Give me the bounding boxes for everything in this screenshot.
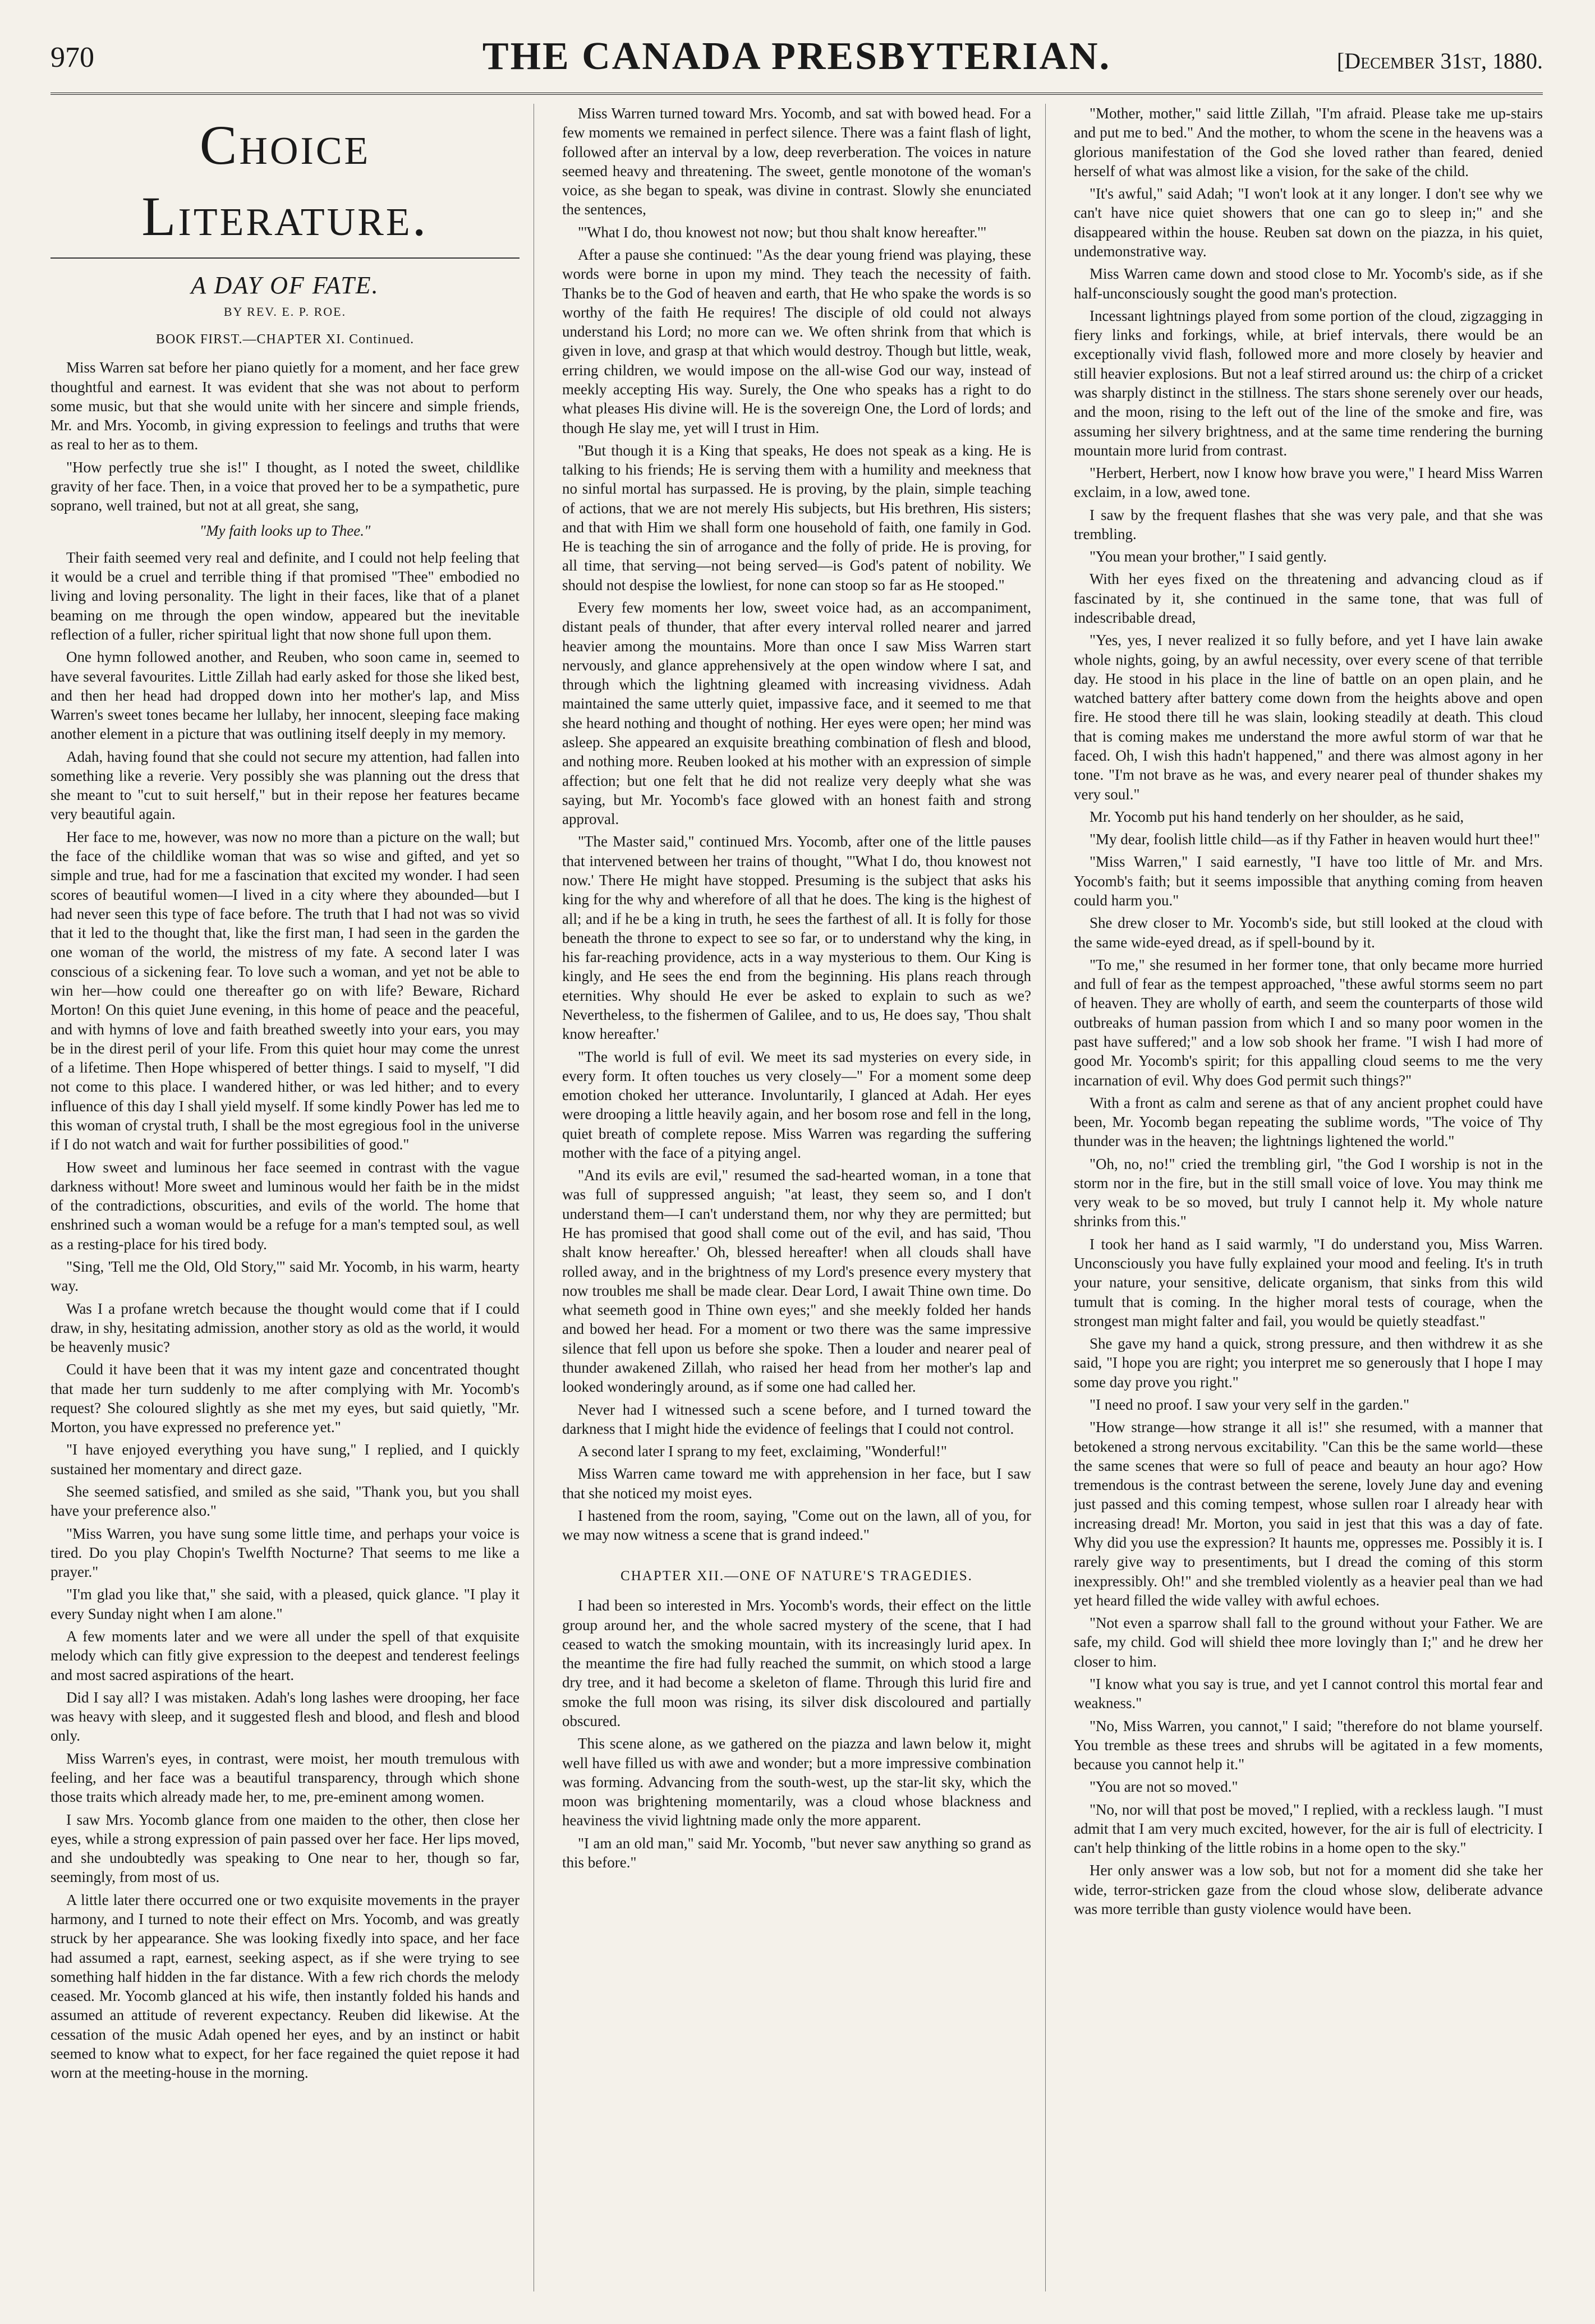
paragraph: Her face to me, however, was now no more than a picture on the wall; but the face of the childlike woman that was so wise and gifted, and yet so simple and true, had for me a fascination that excited my wonder. I had seen scores of beautiful women—I lived in a city where they abounded—but I had never seen this type of face before. The truth that I had not was so vivid that it led to the thought that, like the first man, I had seen in the garden the one woman of the world, the mistress of my fate. A second later I was conscious of a sickening fear. To love such a woman, and yet not be able to win her—how could one thereafter go on with life? Beware, Richard Morton! On this quiet June evening, in this home of peace and the peaceful, and with hymns of love and faith breathed sweetly into your ears, you may be in the direst peril of your life. From this quiet hour may come the unrest of a lifetime. Then Hope whispered of better things. I said to myself, "I did not come to this place. I wandered hither, or was led hither; and to every influence of this day I shall yield myself. If some kindly Power has led me to this woman of crystal truth, I shall be the most egregious fool in the universe if I do not watch and wait for further possibilities of good." <box>50 828 520 1153</box>
paragraph: "Oh, no, no!" cried the trembling girl, "the God I worship is not in the storm nor in the fire, but in the still small voice of love. You may think me very weak to be so moved, but truly I cannot help it. My whole nature shrinks from this." <box>1074 1155 1543 1230</box>
paragraph: "Sing, 'Tell me the Old, Old Story,'" said Mr. Yocomb, in his warm, hearty way. <box>50 1258 520 1295</box>
paragraph: I took her hand as I said warmly, "I do understand you, Miss Warren. Unconsciously you have fully explained your mood and feeling. It's in truth your nature, your sensitive, delicate organism, that sinks from this wild tumult that is coming. In the higher moral tests of courage, when the strongest man might falter and fail, you would be quietly steadfast." <box>1074 1235 1543 1329</box>
paragraph: Miss Warren came down and stood close to Mr. Yocomb's side, as if she half-unconsciously sought the good man's protection. <box>1074 265 1543 302</box>
masthead: THE CANADA PRESBYTERIAN. <box>482 35 1111 78</box>
paragraph: One hymn followed another, and Reuben, who soon came in, seemed to have several favourites. Little Zillah had early asked for those she liked best, and then her head had dropped down into her mother's lap, and Miss Warren's sweet tones became her lullaby, her innocent, sleeping face making another element in a picture that was outlining itself deeply in my memory. <box>50 648 520 743</box>
paragraph: "My dear, foolish little child—as if thy Father in heaven would hurt thee!" <box>1090 831 1541 848</box>
paragraph: With a front as calm and serene as that of any ancient prophet could have been, Mr. Yocomb began repeating the sublime words, "The voice of Thy thunder was in the heaven; the lightnings lightened the world." <box>1074 1094 1543 1150</box>
paragraph: With her eyes fixed on the threatening and advancing cloud as if fascinated by it, she continued in the same tone, that was full of indescribable dread, <box>1074 570 1543 627</box>
paragraph: "It's awful," said Adah; "I won't look at it any longer. I don't see why we can't have nice quiet showers that one can go to sleep in;" and she disappeared within the house. Reuben sat down on the piazza, in his quiet, undemonstrative way. <box>1074 185 1543 260</box>
paragraph: A few moments later and we were all under the spell of that exquisite melody which can fitly give expression to the deepest and tenderest feelings and most sacred aspirations of the heart. <box>50 1628 520 1683</box>
section-title: Choice Literature. <box>50 109 520 259</box>
paragraph: Miss Warren's eyes, in contrast, were moist, her mouth tremulous with feeling, and her face was a beautiful transparency, through which shone those traits which already made her, to me, pre-eminent among women. <box>50 1750 520 1806</box>
paragraph: Miss Warren turned toward Mrs. Yocomb, and sat with bowed head. For a few moments we remained in perfect silence. There was a faint flash of light, followed after an interval by a low, deep reverberation. The voices in nature seemed heavy and threatening. The sweet, gentle monotone of the woman's voice, as she began to speak, was divine in contrast. Slowly she enunciated the sentences, <box>562 105 1031 218</box>
paragraph: "And its evils are evil," resumed the sad-hearted woman, in a tone that was full of suppressed anguish; "at least, they seem so, and I don't understand them—I can't understand them, nor why they are permitted; but He has promised that good shall come out of the evil, and has said, 'Thou shalt know hereafter.' Oh, blessed hereafter! when all clouds shall have rolled away, and in the brightness of my Lord's presence every mystery that now troubles me shall be made clear. Dear Lord, I await Thine own time. Do what seemeth good in Thine own eyes;" and she meekly folded her hands and bowed her head. For a moment or two there was the same impressive silence that fell upon us before she spoke. Then a louder and nearer peal of thunder awakened Zillah, who raised her head from her mother's lap and looked wonderingly around, as if some one had called her. <box>562 1167 1031 1396</box>
paragraph: I saw Mrs. Yocomb glance from one maiden to the other, then close her eyes, while a strong expression of pain passed over her face. Her lips moved, and she undoubtedly was speaking to One near to her, though so far, seemingly, from most of us. <box>50 1811 520 1886</box>
paragraph: "I know what you say is true, and yet I cannot control this mortal fear and weakness." <box>1074 1675 1543 1712</box>
article-columns <box>50 104 1543 2291</box>
column-1 <box>50 104 534 2291</box>
chapter-heading: CHAPTER XII.—ONE OF NATURE'S TRAGEDIES. <box>620 1568 973 1584</box>
paragraph: "The Master said," continued Mrs. Yocomb, after one of the little pauses that intervened between her trains of thought, "'What I do, thou knowest not now.' There He might have stopped. Presuming is the subject that asks his king for the why and wherefore of all that he does. The king is the highest of all; and if he be a king in truth, he sees the farthest of all. It is folly for those beneath the throne to expect to see so far, or to understand why the king, in his far-reaching providence, acts in a way mysterious to them. Our King is kingly, and He sees the end from the beginning. His plans reach through eternities. Why should He ever be asked to explain to such as we? Nevertheless, to the fishermen of Galilee, and to us, He does say, 'Thou shalt know hereafter.' <box>562 833 1031 1043</box>
paragraph: A second later I sprang to my feet, exclaiming, "Wonderful!" <box>578 1443 947 1460</box>
paragraph: Was I a profane wretch because the thought would come that if I could draw, in shy, hesitating admission, another story as old as the world, it would be heavenly music? <box>50 1300 520 1356</box>
paragraph: Miss Warren came toward me with apprehension in her face, but I saw that she noticed my moist eyes. <box>562 1465 1031 1502</box>
paragraph: Adah, having found that she could not secure my attention, had fallen into something like a reverie. Very possibly she was planning out the dress that she meant to "cut to suit herself," but in their repose her features became very beautiful again. <box>50 748 520 823</box>
page-number: 970 <box>50 42 94 73</box>
paragraph: Miss Warren sat before her piano quietly for a moment, and her face grew thoughtful and earnest. It was evident that she was not about to perform some music, but that she would unite with her sincere and simple friends, Mr. and Mrs. Yocomb, in giving expression to feelings and truths that were as real to her as to them. <box>50 359 520 453</box>
paragraph: "No, nor will that post be moved," I replied, with a reckless laugh. "I must admit that I am very much excited, however, for the air is full of electricity. I can't help thinking of the little robins in a home open to the sky." <box>1074 1801 1543 1857</box>
paragraph: "Yes, yes, I never realized it so fully before, and yet I have lain awake whole nights, going, by an awful necessity, over every scene of that terrible day. He stood in his place in the line of battle on an open plain, and he watched battery after battery come down from the heights above and open fire. He stood there till he was slain, looking steadily at death. This cloud that is coming makes me understand the more awful storm of war that he faced. Oh, I wish this hadn't happened," and there was almost agony in her tone. "I'm not brave as he was, and every nearer peal of thunder shakes my very soul." <box>1074 632 1543 803</box>
paragraph: "You are not so moved." <box>1090 1778 1238 1796</box>
paragraph: This scene alone, as we gathered on the piazza and lawn below it, might well have filled us with awe and wonder; but a more impressive combination was forming. Advancing from the south-west, up the star-lit sky, which the moon was brightening momentarily, was a cloud whose blackness and heaviness the vivid lightning made only the more apparent. <box>562 1735 1031 1829</box>
paragraph: "But though it is a King that speaks, He does not speak as a king. He is talking to his friends; He is serving them with a humility and meekness that no sinful mortal has surpassed. He is proving, by the plain, simple teaching of actions, that we are not merely His subjects, but His brethren, His sisters; and that with Him we shall form one household of faith, one family in God. He is teaching the sin of arrogance and the folly of pride. He is proving, for all time, that serving—not being served—is God's patent of nobility. We should not despise the lowliest, for none can stoop so far as He stooped." <box>562 441 1031 593</box>
paragraph: "Herbert, Herbert, now I know how brave you were," I heard Miss Warren exclaim, in a low, awed tone. <box>1074 464 1543 501</box>
paragraph: Mr. Yocomb put his hand tenderly on her shoulder, as he said, <box>1090 808 1464 825</box>
paragraph: "No, Miss Warren, you cannot," I said; "therefore do not blame yourself. You tremble as these trees and shrubs will be agitated in a few moments, because you cannot help it." <box>1074 1717 1543 1773</box>
page-header <box>50 31 1543 95</box>
paragraph: A little later there occurred one or two exquisite movements in the prayer harmony, and I turned to note their effect on Mrs. Yocomb, and was greatly struck by her appearance. She was looking fixedly into space, and her face had assumed a rapt, earnest, seeking aspect, as if she were trying to see something half hidden in the far distance. With a few rich chords the melody ceased. Mr. Yocomb glanced at his wife, then instantly folded his hands and assumed an attitude of reverent expectancy. Reuben did likewise. At the cessation of the music Adah opened her eyes, and by an instinct or habit seemed to know what to expect, for her face regained the quiet repose it had worn at the meeting-house in the morning. <box>50 1891 520 2082</box>
paragraph: "Miss Warren, you have sung some little time, and perhaps your voice is tired. Do you play Chopin's Twelfth Nocturne? That seems to me like a prayer." <box>50 1525 520 1581</box>
paragraph: I had been so interested in Mrs. Yocomb's words, their effect on the little group around her, and the whole sacred mystery of the scene, that I had ceased to watch the smoking mountain, with its increasingly lurid apex. In the meantime the fire had fully reached the summit, on which stood a large dry tree, and it had become a skeleton of flame. Through this lurid fire and smoke the full moon was rising, its silver disk discoloured and partially obscured. <box>562 1597 1031 1729</box>
byline: BY REV. E. P. ROE. <box>223 304 347 319</box>
paragraph: "The world is full of evil. We meet its sad mysteries on every side, in every form. It often touches us very closely—" For a moment some deep emotion choked her utterance. Involuntarily, I glanced at Adah. Her eyes were drooping a little heavily again, and her bosom rose and fell in the long, quiet breath of complete repose. Miss Warren was regarding the suffering mother with the face of a pitying angel. <box>562 1048 1031 1161</box>
paragraph: "How perfectly true she is!" I thought, as I noted the sweet, childlike gravity of her face. Then, in a voice that proved her to be a sympathetic, pure soprano, well trained, but not at all great, she sang, <box>50 458 520 514</box>
chapter-subheading: BOOK FIRST.—CHAPTER XI. Continued. <box>155 332 415 347</box>
paragraph: Did I say all? I was mistaken. Adah's long lashes were drooping, her face was heavy with sleep, and it suggested flesh and blood, and flesh and blood only. <box>50 1688 520 1745</box>
hymn-line: "My faith looks up to Thee." <box>199 522 371 539</box>
paragraph: "How strange—how strange it all is!" she resumed, with a manner that betokened a strong nervous excitability. "Can this be the same world—these the same scenes that were so full of peace and beauty an hour ago? How tremendous is the contrast between the serene, lovely June day and evening just passed and this coming tempest, whose sullen roar I already hear with increasing dread! Mr. Morton, you said in jest that this was a day of fate. Why did you use the expression? It haunts me, oppresses me. Possibly it is. I rarely give way to presentiments, but I dread the coming of this storm inexpressibly. Oh!" and she trembled violently as a heavier peal than we had yet heard filled the wide valley with awful echoes. <box>1074 1419 1543 1609</box>
paragraph: Never had I witnessed such a scene before, and I turned toward the darkness that I might hide the evidence of feelings that I could not control. <box>562 1401 1031 1437</box>
column-3 <box>1074 104 1543 2291</box>
paragraph: "Mother, mother," said little Zillah, "I'm afraid. Please take me up-stairs and put me to bed." And the mother, to whom the scene in the heavens was a glorious manifestation of the God she loved rather than feared, denied herself of what was almost like a vision, for the sake of the child. <box>1074 105 1543 180</box>
paragraph: I hastened from the room, saying, "Come out on the lawn, all of you, for we may now witness a scene that is grand indeed." <box>562 1507 1031 1544</box>
paragraph: "You mean your brother," I said gently. <box>1090 548 1327 565</box>
paragraph: "'What I do, thou knowest not now; but thou shalt know hereafter.'" <box>578 223 987 241</box>
paragraph: I saw by the frequent flashes that she was very pale, and that she was trembling. <box>1074 506 1543 542</box>
paragraph: "To me," she resumed in her former tone, that only became more hurried and full of fear as the tempest approached, "these awful storms seem no part of heaven. They are wholly of earth, and seem the counterparts of those wild outbreaks of human passion from which I and so many poor women in the past have suffered;" and a low sob shook her frame. "I wish I had more of good Mr. Yocomb's spirit; for this appalling cloud seems to me the very incarnation of evil. Why does God permit such things?" <box>1074 956 1543 1089</box>
paragraph: She drew closer to Mr. Yocomb's side, but still looked at the cloud with the same wide-eyed dread, as if spell-bound by it. <box>1074 914 1543 951</box>
story-title: A DAY OF FATE. <box>191 271 379 299</box>
column-2 <box>562 104 1046 2291</box>
issue-date: [December 31st, 1880. <box>1336 48 1543 73</box>
paragraph: Could it have been that it was my intent gaze and concentrated thought that made her turn suddenly to me after complying with Mr. Yocomb's request? She coloured slightly as she met my eyes, but said quietly, "Mr. Morton, you have expressed no preference yet." <box>50 1361 520 1436</box>
paragraph: Their faith seemed very real and definite, and I could not help feeling that it would be a cruel and terrible thing if that promised "Thee" embodied no living and loving personality. The light in their faces, like that of a planet beaming on me through the open window, appeared but the inevitable reflection of a fuller, richer spiritual light that now shone full upon them. <box>50 549 520 643</box>
paragraph: Every few moments her low, sweet voice had, as an accompaniment, distant peals of thunder, that after every interval rolled nearer and jarred heavier among the mountains. More than once I saw Miss Warren start nervously, and glance apprehensively at the open window where I sat, and through which the lightning gleamed with increasing vividness. Adah maintained the same utterly quiet, impassive face, and it seemed to me that she heard nothing and thought of nothing. Her eyes were open; her mind was asleep. She appeared an exquisite breathing combination of flesh and blood, and nothing more. Reuben looked at his mother with an expression of simple affection; but one felt that he did not realize very deeply what she was saying, but Mr. Yocomb's face glowed with an honest faith and strong approval. <box>562 599 1031 828</box>
paragraph: "I'm glad you like that," she said, with a pleased, quick glance. "I play it every Sunday night when I am alone." <box>50 1586 520 1622</box>
paragraph: She gave my hand a quick, strong pressure, and then withdrew it as she said, "I hope you are right; you interpret me so generously that I hope I may some day prove you right." <box>1074 1335 1543 1391</box>
paragraph: After a pause she continued: "As the dear young friend was playing, these words were borne in upon my mind. They teach the necessity of faith. Thanks be to the God of heaven and earth, that He who spake the words is so worthy of the faith He requires! The disciple of old could not always understand his Lord; no more can we. We often shrink from that which is given in love, and grasp at that which would destroy. Though but little, weak, erring children, we would impose on the all-wise God our way, instead of meekly accepting His way. Surely, the One who speaks has a right to do what pleases His divine will. He is the sovereign One, the Lord of lords; and though He slay me, yet will I trust in Him. <box>562 246 1031 436</box>
paragraph: "Miss Warren," I said earnestly, "I have too little of Mr. and Mrs. Yocomb's faith; but it seems impossible that anything coming from heaven could harm you." <box>1074 853 1543 909</box>
paragraph: Incessant lightnings played from some portion of the cloud, zigzagging in fiery links and forkings, while, at brief intervals, there would be an exceptionally vivid flash, followed more and more closely by heavier and still heavier explosions. But not a leaf stirred around us: the chirp of a cricket was sharply distinct in the stillness. The stars shone serenely over our heads, and the moon, rising to the left out of the line of the smoke and fire, was assuming her silvery brightness, and at the same time rendering the burning mountain more lurid from contrast. <box>1074 307 1543 459</box>
paragraph: "Not even a sparrow shall fall to the ground without your Father. We are safe, my child. God will shield thee more lovingly than I;" and he drew her closer to him. <box>1074 1614 1543 1670</box>
paragraph: Her only answer was a low sob, but not for a moment did she take her wide, terror-stricken gaze from the cloud whose slow, deliberate advance was more terrible than gusty violence would have been. <box>1074 1862 1543 1918</box>
paragraph: "I need no proof. I saw your very self in the garden." <box>1090 1396 1410 1413</box>
paragraph: How sweet and luminous her face seemed in contrast with the vague darkness without! More sweet and luminous would her faith be in the midst of the contradictions, obscurities, and evils of the world. The home that enshrined such a woman would be a refuge for a man's tempted soul, as well as a resting-place for his tired body. <box>50 1158 520 1253</box>
paragraph: "I am an old man," said Mr. Yocomb, "but never saw anything so grand as this before." <box>562 1834 1031 1871</box>
paragraph: She seemed satisfied, and smiled as she said, "Thank you, but you shall have your preference also." <box>50 1483 520 1520</box>
paragraph: "I have enjoyed everything you have sung," I replied, and I quickly sustained her momentary and direct gaze. <box>50 1441 520 1478</box>
